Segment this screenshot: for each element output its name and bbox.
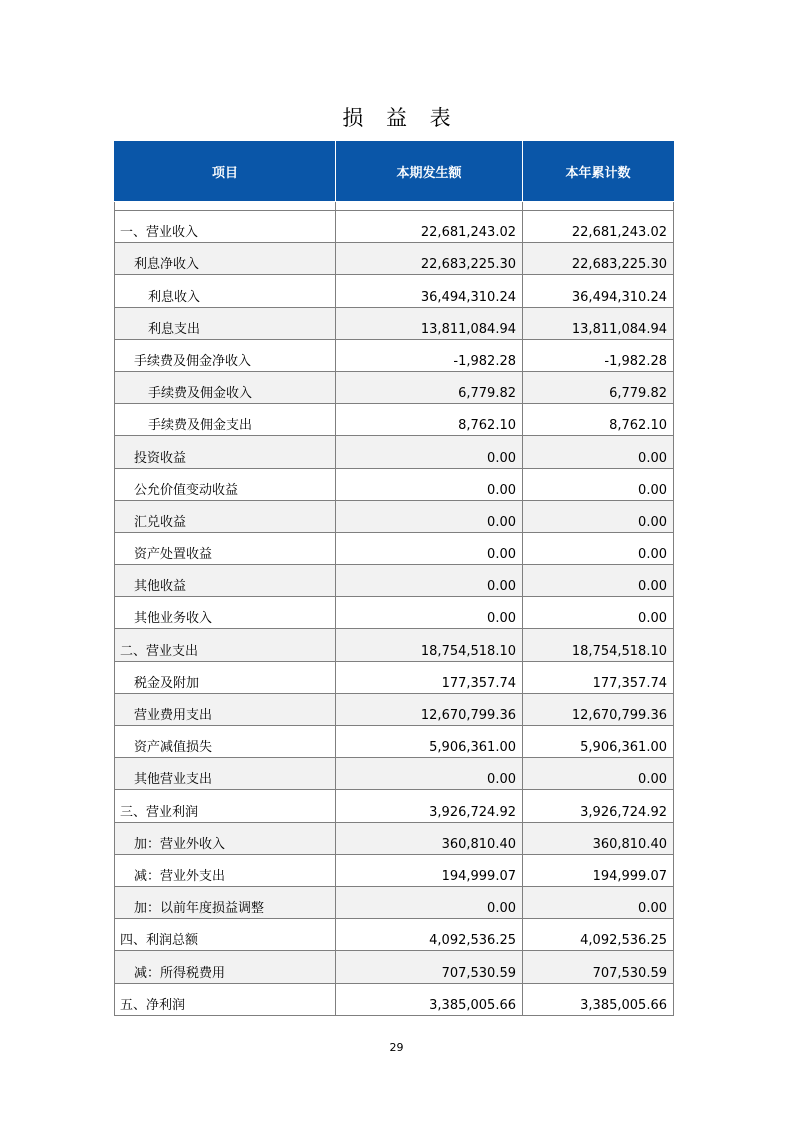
document-title: 损 益 表 <box>342 106 459 130</box>
current-period-value: 22,683,225.30 <box>336 243 523 275</box>
current-period-value: 18,754,518.10 <box>336 629 523 661</box>
row-label: 加：营业外收入 <box>115 822 336 854</box>
current-period-value: 8,762.10 <box>336 404 523 436</box>
row-label: 手续费及佣金支出 <box>115 404 336 436</box>
current-period-value: 0.00 <box>336 758 523 790</box>
table-row <box>115 339 674 371</box>
current-period-value: 4,092,536.25 <box>336 919 523 951</box>
current-period-value: 360,810.40 <box>336 822 523 854</box>
current-period-value: 22,681,243.02 <box>336 211 523 243</box>
spacer-cell <box>336 202 523 211</box>
year-to-date-value: 4,092,536.25 <box>523 919 674 951</box>
table-row <box>115 500 674 532</box>
table-row <box>115 307 674 339</box>
table-row <box>115 629 674 661</box>
year-to-date-value: 18,754,518.10 <box>523 629 674 661</box>
row-label: 四、利润总额 <box>115 919 336 951</box>
current-period-value: 0.00 <box>336 565 523 597</box>
header-spacer-row <box>115 202 674 211</box>
row-label: 加：以前年度损益调整 <box>115 886 336 918</box>
table-row <box>115 983 674 1015</box>
current-period-value: 3,385,005.66 <box>336 983 523 1015</box>
row-label: 二、营业支出 <box>115 629 336 661</box>
income-statement-table <box>114 141 674 1016</box>
row-label: 资产处置收益 <box>115 532 336 564</box>
table-row <box>115 854 674 886</box>
column-header-item: 项目 <box>115 141 336 202</box>
current-period-value: 12,670,799.36 <box>336 693 523 725</box>
year-to-date-value: 0.00 <box>523 468 674 500</box>
table-row <box>115 886 674 918</box>
current-period-value: 0.00 <box>336 597 523 629</box>
table-row <box>115 597 674 629</box>
year-to-date-value: 0.00 <box>523 436 674 468</box>
current-period-value: 13,811,084.94 <box>336 307 523 339</box>
table-row <box>115 565 674 597</box>
row-label: 手续费及佣金净收入 <box>115 339 336 371</box>
row-label: 其他收益 <box>115 565 336 597</box>
year-to-date-value: 36,494,310.24 <box>523 275 674 307</box>
current-period-value: 0.00 <box>336 436 523 468</box>
row-label: 三、营业利润 <box>115 790 336 822</box>
year-to-date-value: 22,683,225.30 <box>523 243 674 275</box>
current-period-value: 0.00 <box>336 500 523 532</box>
current-period-value: 194,999.07 <box>336 854 523 886</box>
column-header-year-to-date: 本年累计数 <box>523 141 674 202</box>
year-to-date-value: 0.00 <box>523 597 674 629</box>
year-to-date-value: 177,357.74 <box>523 661 674 693</box>
table-row <box>115 726 674 758</box>
table-row <box>115 404 674 436</box>
row-label: 其他营业支出 <box>115 758 336 790</box>
current-period-value: 707,530.59 <box>336 951 523 983</box>
year-to-date-value: 194,999.07 <box>523 854 674 886</box>
current-period-value: 6,779.82 <box>336 371 523 403</box>
table-header-row <box>115 141 674 202</box>
spacer-cell <box>115 202 336 211</box>
current-period-value: 36,494,310.24 <box>336 275 523 307</box>
year-to-date-value: 0.00 <box>523 500 674 532</box>
current-period-value: 0.00 <box>336 532 523 564</box>
row-label: 利息净收入 <box>115 243 336 275</box>
current-period-value: 0.00 <box>336 886 523 918</box>
year-to-date-value: 8,762.10 <box>523 404 674 436</box>
year-to-date-value: 0.00 <box>523 532 674 564</box>
year-to-date-value: -1,982.28 <box>523 339 674 371</box>
row-label: 投资收益 <box>115 436 336 468</box>
column-header-current-period: 本期发生额 <box>336 141 523 202</box>
year-to-date-value: 3,926,724.92 <box>523 790 674 822</box>
current-period-value: 0.00 <box>336 468 523 500</box>
table-row <box>115 532 674 564</box>
table-row <box>115 951 674 983</box>
row-label: 利息支出 <box>115 307 336 339</box>
current-period-value: 177,357.74 <box>336 661 523 693</box>
spacer-cell <box>523 202 674 211</box>
year-to-date-value: 13,811,084.94 <box>523 307 674 339</box>
row-label: 五、净利润 <box>115 983 336 1015</box>
table-row <box>115 693 674 725</box>
row-label: 税金及附加 <box>115 661 336 693</box>
year-to-date-value: 22,681,243.02 <box>523 211 674 243</box>
year-to-date-value: 5,906,361.00 <box>523 726 674 758</box>
table-row <box>115 468 674 500</box>
current-period-value: -1,982.28 <box>336 339 523 371</box>
table-row <box>115 822 674 854</box>
row-label: 其他业务收入 <box>115 597 336 629</box>
row-label: 利息收入 <box>115 275 336 307</box>
table-row <box>115 919 674 951</box>
table-row <box>115 436 674 468</box>
year-to-date-value: 12,670,799.36 <box>523 693 674 725</box>
year-to-date-value: 3,385,005.66 <box>523 983 674 1015</box>
year-to-date-value: 0.00 <box>523 758 674 790</box>
row-label: 资产减值损失 <box>115 726 336 758</box>
row-label: 减：所得税费用 <box>115 951 336 983</box>
table-row <box>115 243 674 275</box>
table-row <box>115 275 674 307</box>
page-number: 29 <box>389 1041 404 1054</box>
current-period-value: 3,926,724.92 <box>336 790 523 822</box>
row-label: 手续费及佣金收入 <box>115 371 336 403</box>
table-row <box>115 758 674 790</box>
year-to-date-value: 0.00 <box>523 565 674 597</box>
year-to-date-value: 0.00 <box>523 886 674 918</box>
row-label: 公允价值变动收益 <box>115 468 336 500</box>
table-row <box>115 790 674 822</box>
table-row <box>115 211 674 243</box>
year-to-date-value: 360,810.40 <box>523 822 674 854</box>
table-row <box>115 661 674 693</box>
year-to-date-value: 6,779.82 <box>523 371 674 403</box>
table-row <box>115 371 674 403</box>
current-period-value: 5,906,361.00 <box>336 726 523 758</box>
row-label: 一、营业收入 <box>115 211 336 243</box>
row-label: 营业费用支出 <box>115 693 336 725</box>
year-to-date-value: 707,530.59 <box>523 951 674 983</box>
row-label: 汇兑收益 <box>115 500 336 532</box>
row-label: 减：营业外支出 <box>115 854 336 886</box>
